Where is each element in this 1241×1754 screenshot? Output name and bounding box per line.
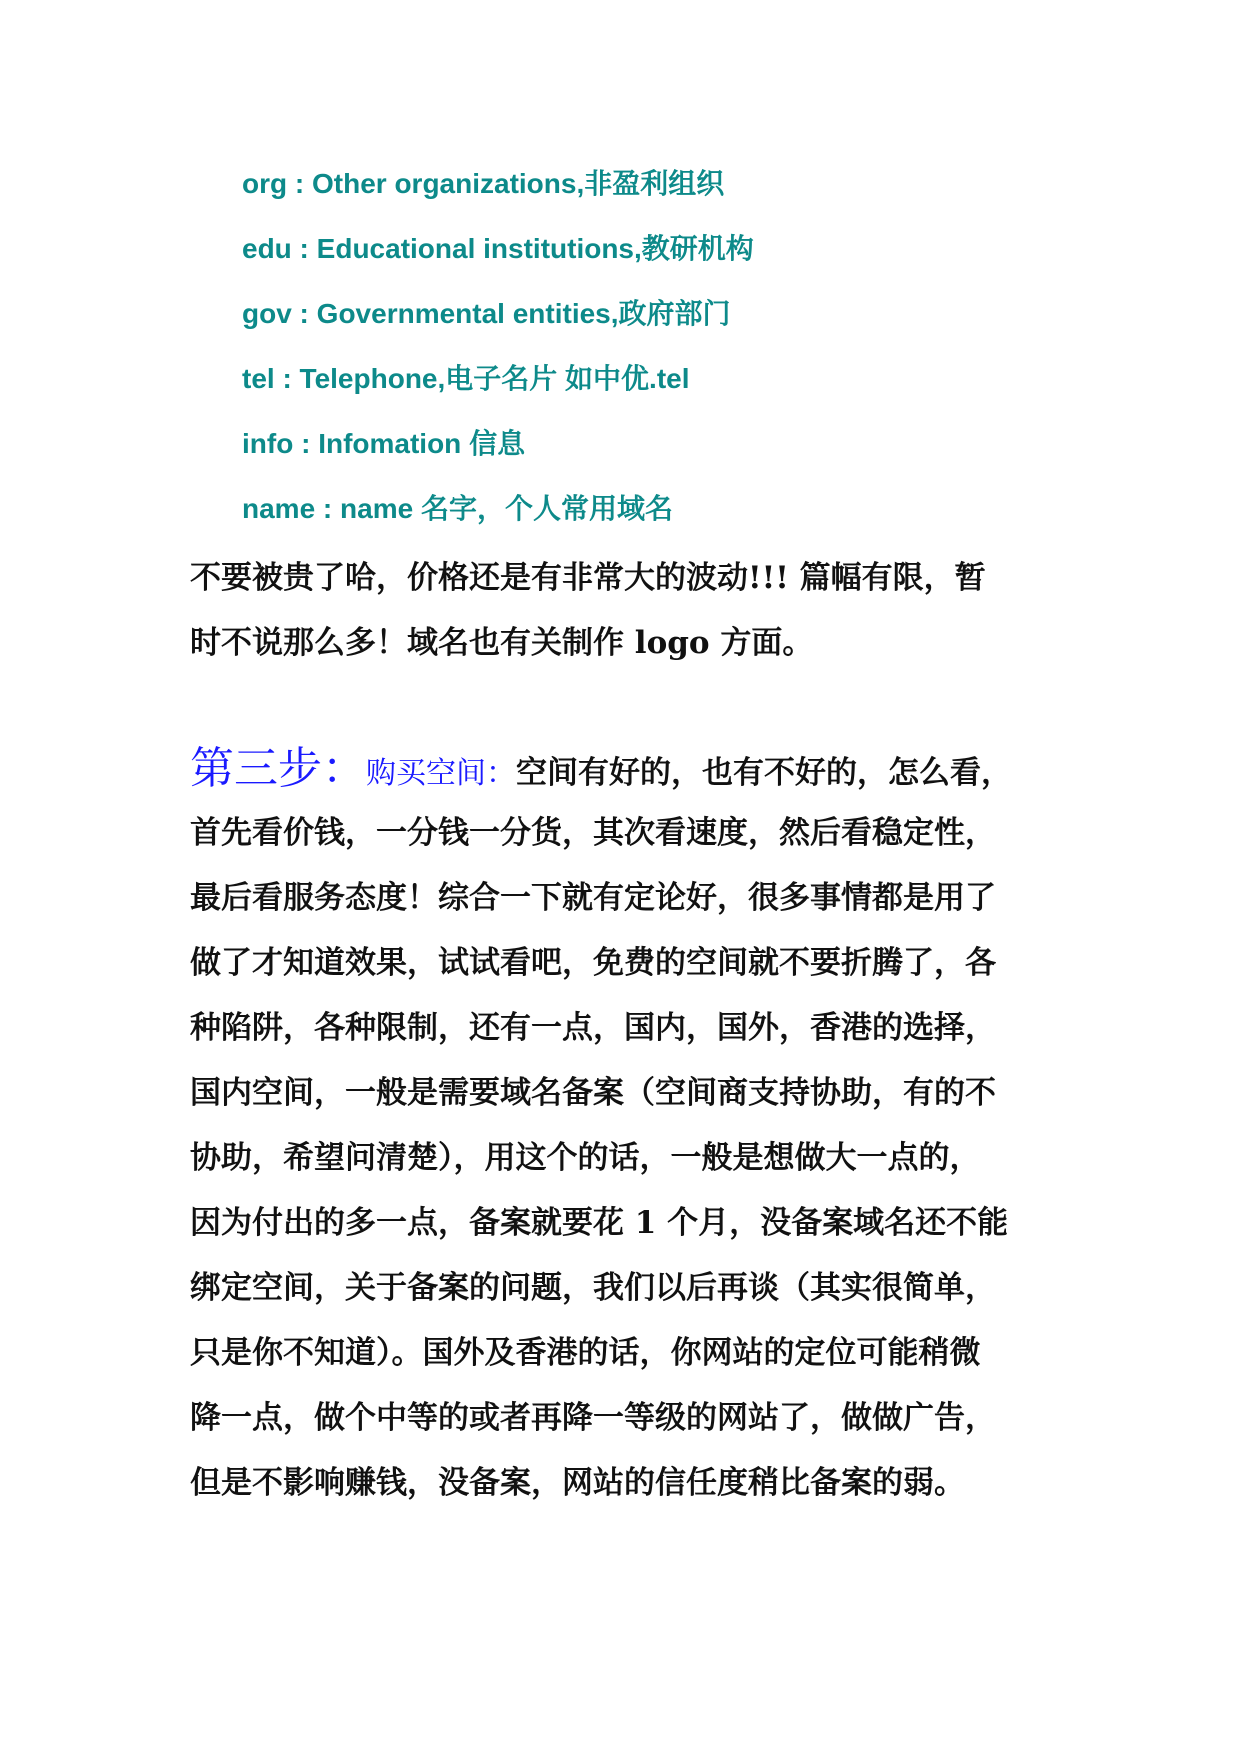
text-line: 不要被贵了哈，价格还是有非常大的波动!!! 篇幅有限，暂 [190, 560, 986, 596]
domain-item-name: name : name 名字，个人常用域名 [242, 493, 673, 524]
domain-item-tel: tel : Telephone,电子名片 如中优.tel [242, 363, 690, 394]
text-line: 因为付出的多一点，备案就要花 1 个月，没备案域名还不能 [190, 1205, 1009, 1241]
text-line: 协助，希望问清楚），用这个的话，一般是想做大一点的， [190, 1140, 981, 1176]
step-intro-text: 空间有好的，也有不好的，怎么看， [516, 755, 1012, 791]
step-sub-heading: 购买空间： [366, 756, 516, 791]
text-line: 国内空间，一般是需要域名备案（空间商支持协助，有的不 [190, 1075, 996, 1111]
text-line: 最后看服务态度！综合一下就有定论好，很多事情都是用了 [190, 880, 996, 916]
domain-suffix-list [242, 160, 1142, 550]
domain-item-org: org : Other organizations,非盈利组织 [242, 168, 725, 199]
text-line: 绑定空间，关于备案的问题，我们以后再谈（其实很简单， [190, 1270, 996, 1306]
text-line: 只是你不知道）。国外及香港的话，你网站的定位可能稍微 [190, 1335, 981, 1371]
step-heading-line [190, 736, 1060, 801]
step-label: 第三步： [190, 743, 366, 794]
text-line: 降一点，做个中等的或者再降一等级的网站了，做做广告， [190, 1400, 996, 1436]
text-line: 时不说那么多！域名也有关制作 logo 方面。 [190, 625, 814, 661]
domain-item-info: info : Infomation 信息 [242, 428, 526, 459]
text-line: 但是不影响赚钱，没备案，网站的信任度稍比备案的弱。 [190, 1465, 965, 1501]
text-line: 首先看价钱，一分钱一分货，其次看速度，然后看稳定性， [190, 815, 996, 851]
step-three-paragraph [190, 736, 1060, 1516]
domain-item-gov: gov : Governmental entities,政府部门 [242, 298, 731, 329]
text-line: 种陷阱，各种限制，还有一点，国内，国外，香港的选择， [190, 1010, 996, 1046]
price-note-paragraph [190, 546, 1060, 676]
text-line: 做了才知道效果，试试看吧，免费的空间就不要折腾了，各 [190, 945, 996, 981]
domain-item-edu: edu : Educational institutions,教研机构 [242, 233, 754, 264]
